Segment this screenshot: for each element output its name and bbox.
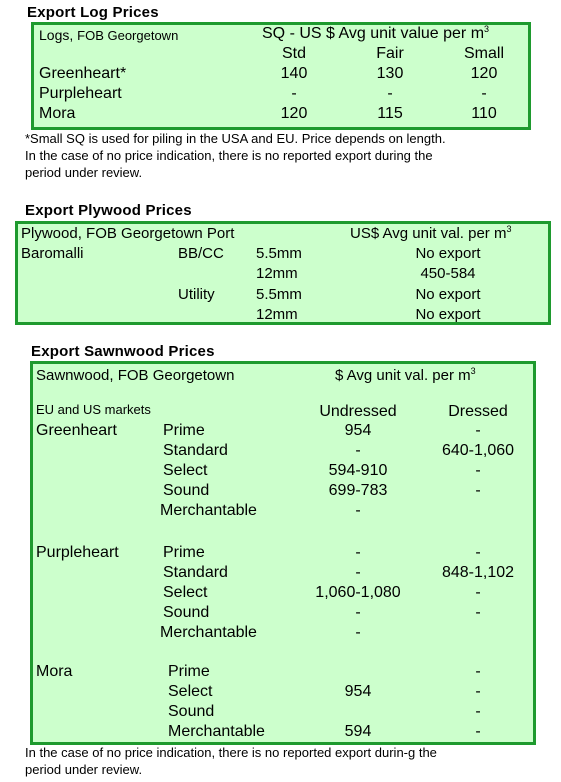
sawnwood-undressed-value: - xyxy=(355,624,361,641)
logs-label: Logs, FOB Georgetown xyxy=(39,27,179,43)
sawnwood-undressed-value: 594 xyxy=(344,723,372,740)
sawnwood-undressed-value: - xyxy=(355,442,361,459)
plywood-prices-table xyxy=(15,221,551,325)
sawnwood-markets: EU and US markets xyxy=(36,402,151,417)
sawnwood-undressed-value: - xyxy=(355,604,361,621)
plywood-value: No export xyxy=(415,306,481,323)
sawnwood-dressed-value: - xyxy=(475,482,481,499)
sawnwood-note: In the case of no price indication, there is no reported export durin-g the xyxy=(25,745,437,760)
sawnwood-species: Purpleheart xyxy=(36,544,119,561)
col-std: Std xyxy=(281,45,306,62)
sawnwood-dressed-value: - xyxy=(475,703,481,720)
sawnwood-undressed-value: 954 xyxy=(344,683,372,700)
cell: 115 xyxy=(377,105,403,122)
sawnwood-prices-table xyxy=(30,361,536,745)
sawnwood-prices-heading: Export Sawnwood Prices xyxy=(31,343,215,360)
sawnwood-grade: Select xyxy=(163,462,208,479)
sawnwood-dressed-value: - xyxy=(475,544,481,561)
sawnwood-dressed-value: - xyxy=(475,723,481,740)
sawnwood-grade: Sound xyxy=(168,703,215,720)
sawnwood-dressed-value: - xyxy=(475,422,481,439)
sawnwood-grade: Prime xyxy=(163,422,205,439)
col-fair: Fair xyxy=(376,45,404,62)
sawnwood-value-header: $ Avg unit val. per $m^3$ xyxy=(335,366,476,384)
row-name: Greenheart* xyxy=(39,65,127,82)
cell: 110 xyxy=(471,105,497,122)
sawnwood-dressed-value: - xyxy=(475,683,481,700)
cell: 140 xyxy=(280,65,308,82)
sawnwood-grade: Prime xyxy=(163,544,205,561)
plywood-thickness: 5.5mm xyxy=(256,245,302,262)
cell: 120 xyxy=(470,65,498,82)
log-prices-table xyxy=(31,22,531,130)
plywood-value: 450-584 xyxy=(420,265,476,282)
sawnwood-undressed-value: 1,060-1,080 xyxy=(315,584,401,601)
sawnwood-grade: Prime xyxy=(168,663,210,680)
sawnwood-dressed-value: - xyxy=(475,663,481,680)
sawnwood-grade: Sound xyxy=(163,604,210,621)
sawnwood-species: Greenheart xyxy=(36,422,117,439)
plywood-value: No export xyxy=(415,286,481,303)
sawnwood-undressed-value: - xyxy=(355,544,361,561)
col-undressed: Undressed xyxy=(319,403,397,420)
plywood-prices-heading: Export Plywood Prices xyxy=(25,202,192,219)
sawnwood-grade: Select xyxy=(163,584,208,601)
sawnwood-grade: Merchantable xyxy=(168,723,265,740)
cell: - xyxy=(291,85,297,102)
cell: 130 xyxy=(376,65,404,82)
plywood-thickness: 12mm xyxy=(256,306,298,323)
sawnwood-grade: Merchantable xyxy=(160,624,257,641)
sawnwood-undressed-value: - xyxy=(355,502,361,519)
logs-note: period under review. xyxy=(25,165,143,180)
logs-note: In the case of no price indication, there is no reported export during the xyxy=(25,148,433,163)
cell: 120 xyxy=(280,105,308,122)
logs-value-header: SQ - US $ Avg unit value per $m^3$ xyxy=(262,24,490,42)
plywood-grade: Utility xyxy=(178,286,215,303)
sawnwood-dressed-value: 640-1,060 xyxy=(441,442,515,459)
plywood-value: No export xyxy=(415,245,481,262)
plywood-label: Plywood, FOB Georgetown Port xyxy=(21,225,235,242)
sawnwood-grade: Select xyxy=(168,683,213,700)
sawnwood-grade: Sound xyxy=(163,482,210,499)
cell: - xyxy=(387,85,393,102)
log-prices-heading: Export Log Prices xyxy=(27,4,159,21)
row-name: Mora xyxy=(39,105,76,122)
sawnwood-grade: Standard xyxy=(163,564,228,581)
col-dressed: Dressed xyxy=(448,403,508,420)
col-small: Small xyxy=(463,45,504,62)
cell: - xyxy=(481,85,487,102)
sawnwood-dressed-value: - xyxy=(475,604,481,621)
row-name: Purpleheart xyxy=(39,85,122,102)
sawnwood-grade: Standard xyxy=(163,442,228,459)
sawnwood-undressed-value: - xyxy=(355,564,361,581)
sawnwood-undressed-value: 594-910 xyxy=(328,462,388,479)
sawnwood-undressed-value: 699-783 xyxy=(328,482,388,499)
sawnwood-undressed-value: 954 xyxy=(344,422,372,439)
sawnwood-dressed-value: - xyxy=(475,584,481,601)
sawnwood-label: Sawnwood, FOB Georgetown xyxy=(36,367,235,384)
plywood-species: Baromalli xyxy=(21,245,84,262)
logs-note: *Small SQ is used for piling in the USA and EU. Price depends on length. xyxy=(25,131,446,146)
sawnwood-note: period under review. xyxy=(25,762,143,777)
sawnwood-dressed-value: - xyxy=(475,462,481,479)
plywood-thickness: 5.5mm xyxy=(256,286,302,303)
plywood-grade: BB/CC xyxy=(178,245,224,262)
plywood-value-header: US$ Avg unit val. per $m^3$ xyxy=(350,224,512,242)
sawnwood-grade: Merchantable xyxy=(160,502,257,519)
sawnwood-dressed-value: 848-1,102 xyxy=(441,564,515,581)
plywood-thickness: 12mm xyxy=(256,265,298,282)
sawnwood-species: Mora xyxy=(36,663,73,680)
